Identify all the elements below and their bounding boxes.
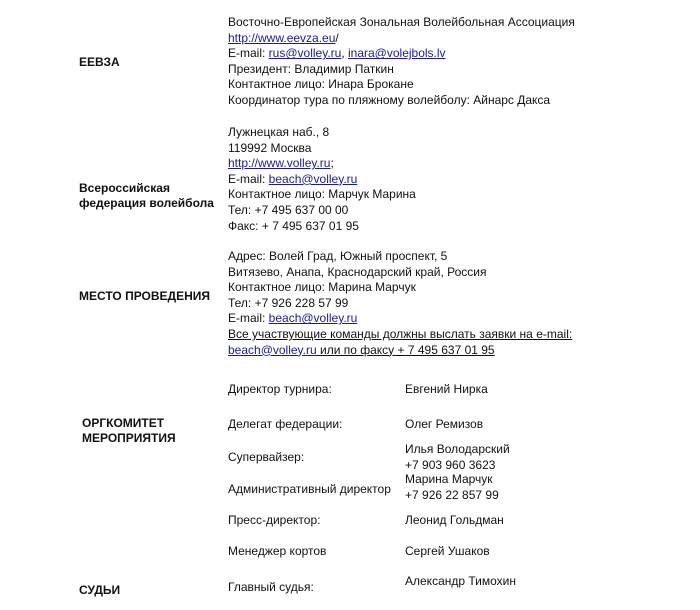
federation-url-line xyxy=(228,156,416,172)
eevza-info xyxy=(228,15,575,109)
committee-name-supervisor: Илья Володарский xyxy=(405,442,510,456)
committee-role-delegate: Делегат федерации: xyxy=(228,417,343,431)
committee-role-director: Директор турнира: xyxy=(228,382,332,396)
eevza-name: Восточно-Европейская Зональная Волейбольная Ассоциация xyxy=(228,15,575,29)
judges-name-chief: Александр Тимохин xyxy=(405,574,516,588)
committee-phone-admin: +7 926 22 857 99 xyxy=(405,487,499,502)
venue-notice-fax: или по факсу + 7 495 637 01 95 xyxy=(316,342,495,357)
federation-email-prefix: E-mail: xyxy=(228,171,269,186)
venue-email-line xyxy=(228,311,572,327)
committee-name-press: Леонид Гольдман xyxy=(405,513,504,527)
section-label-federation xyxy=(79,181,214,211)
committee-label-line2: МЕРОПРИЯТИЯ xyxy=(82,431,176,445)
eevza-url-line xyxy=(228,31,575,47)
eevza-email1-link[interactable]: rus@volley.ru xyxy=(268,46,342,61)
eevza-contact: Контактное лицо: Инара Брокане xyxy=(228,77,414,92)
committee-role-courts: Менеджер кортов xyxy=(228,544,327,558)
venue-info xyxy=(228,249,572,358)
federation-info xyxy=(228,125,416,234)
eevza-president: Президент: Владимир Паткин xyxy=(228,61,394,76)
section-label-judges: СУДЬИ xyxy=(79,583,121,597)
federation-phone: Тел: +7 495 637 00 00 xyxy=(228,202,349,217)
venue-notice-email-link[interactable]: beach@volley.ru xyxy=(228,342,317,357)
federation-url-link[interactable]: http://www.volley.ru xyxy=(228,156,331,171)
committee-role-supervisor: Супервайзер: xyxy=(228,450,305,464)
eevza-email2-link[interactable]: inara@volejbols.lv xyxy=(348,46,446,61)
federation-contact: Контактное лицо: Марчук Марина xyxy=(228,187,416,202)
committee-label-line1: ОРГКОМИТЕТ xyxy=(82,416,165,430)
venue-phone: Тел: +7 926 228 57 99 xyxy=(228,295,349,310)
section-label-eevza: ЕЕВЗА xyxy=(79,55,120,69)
committee-role-press: Пресс-директор: xyxy=(228,513,321,527)
committee-person-supervisor xyxy=(405,442,510,473)
committee-name-admin: Марина Марчук xyxy=(405,472,493,486)
eevza-email-prefix: E-mail: xyxy=(228,46,269,61)
eevza-url-suffix: / xyxy=(335,30,339,45)
venue-address2: Витязево, Анапа, Краснодарский край, Россия xyxy=(228,264,487,279)
committee-phone-supervisor: +7 903 960 3623 xyxy=(405,457,496,472)
federation-address1: Лужнецкая наб., 8 xyxy=(228,125,330,139)
section-label-venue: МЕСТО ПРОВЕДЕНИЯ xyxy=(79,289,211,303)
committee-person-admin xyxy=(405,472,499,503)
eevza-email-line xyxy=(228,46,575,62)
federation-label-line2: федерация волейбола xyxy=(79,196,214,210)
eevza-email-separator: , xyxy=(341,46,348,61)
eevza-url-link[interactable]: http://www.eevza.eu xyxy=(228,30,336,45)
federation-fax: Факс: + 7 495 637 01 95 xyxy=(228,218,359,233)
federation-email-link[interactable]: beach@volley.ru xyxy=(268,171,358,186)
venue-notice-line1: Все участвующие команды должны выслать заявки на e-mail: xyxy=(228,326,573,341)
venue-email-link[interactable]: beach@volley.ru xyxy=(268,311,358,326)
federation-email-line xyxy=(228,172,416,188)
venue-contact: Контактное лицо: Марина Марчук xyxy=(228,280,416,295)
venue-notice-line2 xyxy=(228,343,572,359)
judges-role-chief: Главный судья: xyxy=(228,580,314,594)
committee-name-delegate: Олег Ремизов xyxy=(405,417,484,431)
federation-url-suffix: ; xyxy=(330,156,334,171)
section-label-committee xyxy=(82,416,176,446)
federation-label-line1: Всероссийская xyxy=(79,181,170,195)
eevza-beach-coordinator: Координатор тура по пляжному волейболу: Айнарс Дакса xyxy=(228,92,551,107)
federation-address2: 119992 Москва xyxy=(228,140,312,155)
committee-role-admin: Административный директор xyxy=(228,482,391,496)
venue-address1: Адрес: Волей Град, Южный проспект, 5 xyxy=(228,249,448,263)
committee-name-director: Евгений Нирка xyxy=(405,382,488,396)
venue-email-prefix: E-mail: xyxy=(228,311,269,326)
committee-name-courts: Сергей Ушаков xyxy=(405,544,490,558)
